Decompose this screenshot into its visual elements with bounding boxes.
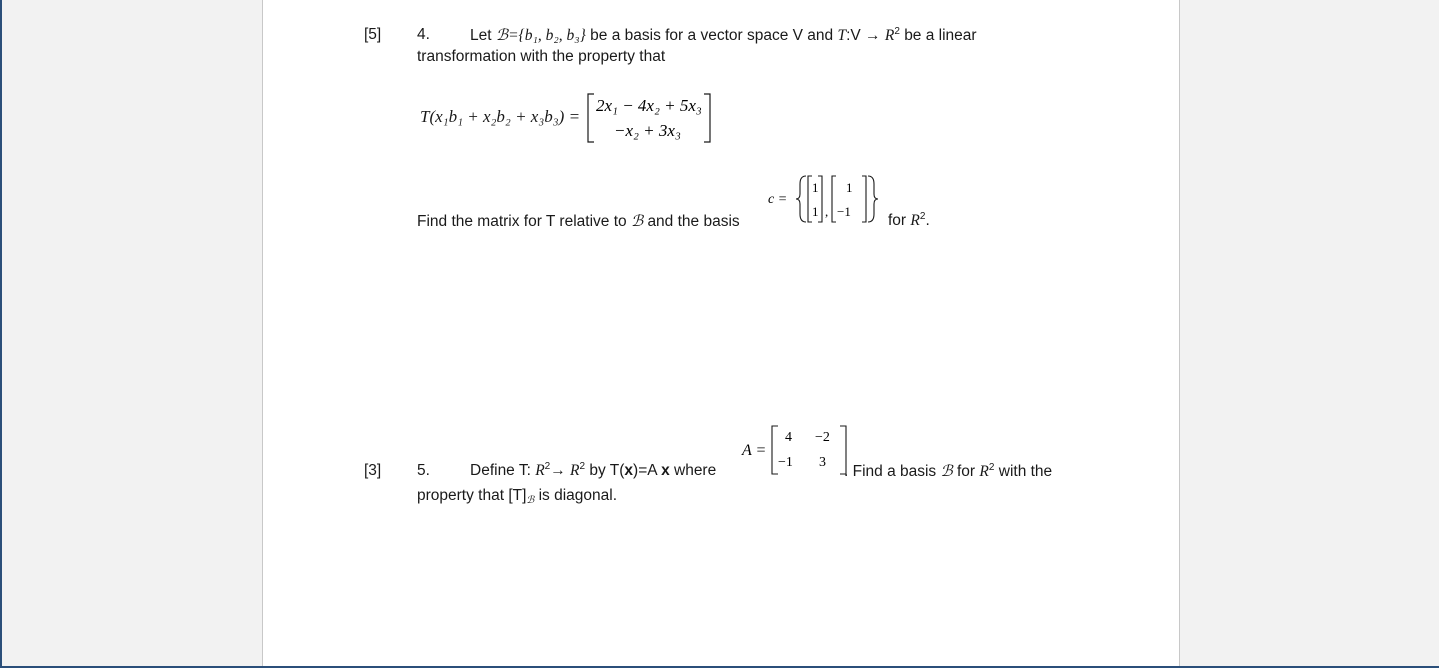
q5-A-label: A =	[742, 442, 767, 459]
q5-number: 5.	[417, 462, 430, 479]
left-gutter	[0, 0, 262, 668]
q4-matrix-row2: −x₂ + 3x₃	[614, 121, 681, 140]
q4-c-vec2-0: 1	[846, 180, 853, 195]
q4-basis-c	[764, 172, 880, 226]
q4-number: 4.	[417, 26, 430, 43]
q4-equation-lhs: T(x₁b₁ + x₂b₂ + x₃b₃) =	[420, 107, 581, 126]
q5-define-line: Define T: $R^2\to R^2$ by T(x)=A x where	[470, 461, 717, 479]
q5-matrix-A	[740, 424, 850, 478]
q4-c-vec2-1: −1	[837, 204, 851, 219]
q5-points: [3]	[364, 462, 382, 479]
q4-matrix-row1: 2x₁ − 4x₂ + 5x₃	[596, 96, 702, 115]
q4-equation-matrix	[586, 92, 716, 144]
svg-text:,: ,	[825, 204, 829, 219]
q5-A-01: −2	[815, 430, 830, 445]
q4-intro-line: Let ℬ={b₁, b₂, b₃} be a basis for a vector space V and T:V → $R^2$ be a linear	[470, 26, 977, 44]
q4-c-vec1-0: 1	[812, 180, 819, 195]
q4-find-line: Find the matrix for T relative to ℬ and the basis	[417, 212, 740, 230]
right-gutter	[1181, 0, 1439, 668]
q4-line2: transformation with the property that	[417, 48, 666, 65]
q5-A-11: 3	[819, 455, 826, 470]
q5-line2: property that $[T]_ℬ$ is diagonal.	[417, 487, 618, 506]
q5-A-10: −1	[778, 455, 793, 470]
window-edge	[0, 0, 2, 668]
q5-find-basis: . Find a basis ℬ for $R^2$ with the	[844, 462, 1053, 480]
q4-c-label: c =	[768, 192, 788, 207]
q4-points: [5]	[364, 26, 382, 43]
document-page	[262, 0, 1180, 668]
q4-c-vec1-1: 1	[812, 204, 819, 219]
q5-A-00: 4	[785, 430, 792, 445]
q4-for-R2: for $R^2$.	[888, 211, 930, 229]
q4-basis-B: ℬ	[495, 26, 509, 44]
